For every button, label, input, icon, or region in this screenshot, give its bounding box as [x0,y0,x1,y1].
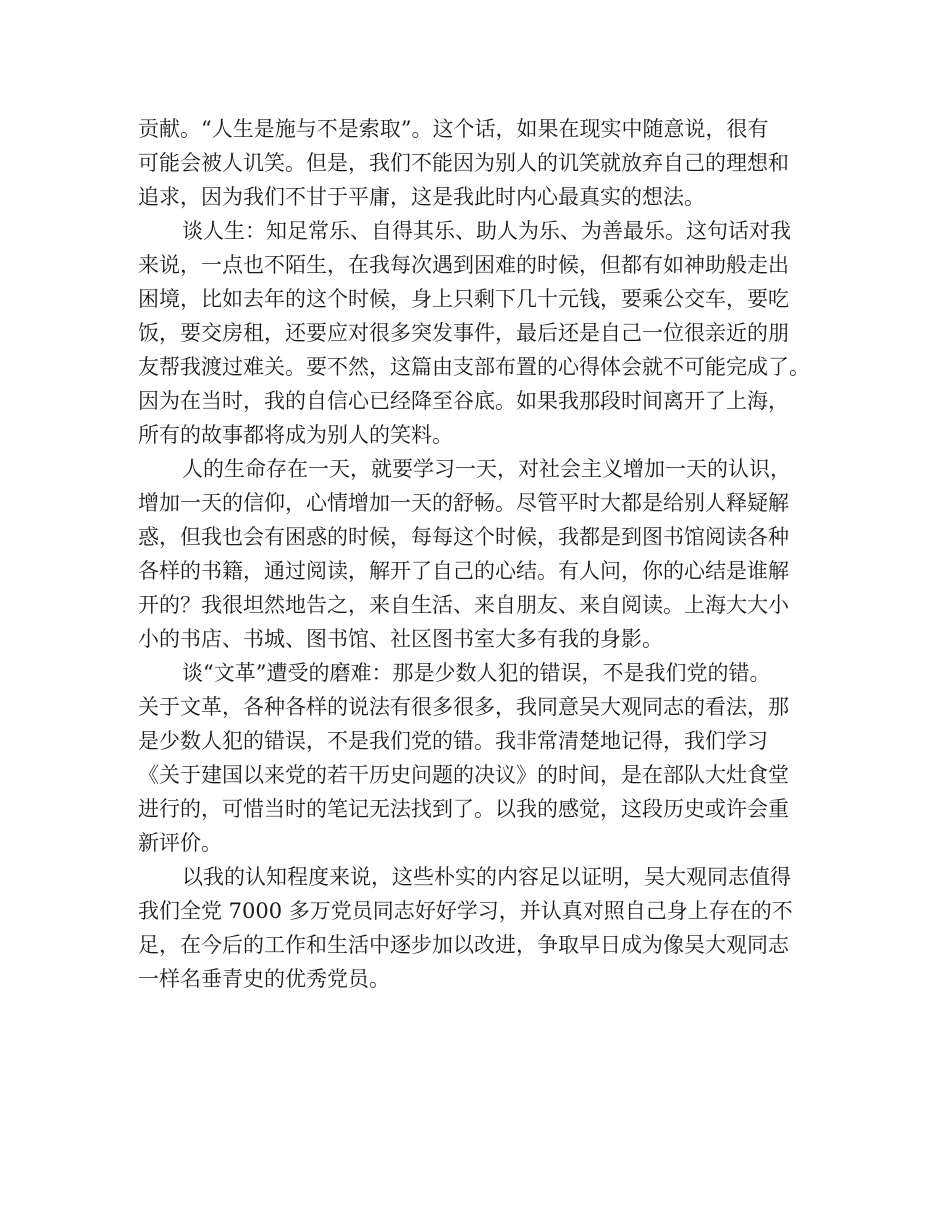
text-line: 困境，比如去年的这个时候，身上只剩下几十元钱，要乘公交车，要吃 [138,287,789,311]
text-line: 可能会被人讥笑。但是，我们不能因为别人的讥笑就放弃自己的理想和 [138,151,789,175]
text-line: 《关于建国以来党的若干历史问题的决议》的时间，是在部队大灶食堂 [138,763,789,787]
text-line: 因为在当时，我的自信心已经降至谷底。如果我那段时间离开了上海， [138,389,789,413]
text-line: 谈人生：知足常乐、自得其乐、助人为乐、为善最乐。这句话对我 [182,219,791,243]
paragraph-4 [138,656,838,860]
text-line: 饭，要交房租，还要应对很多突发事件，最后还是自己一位很亲近的朋 [138,321,789,345]
paragraph-2 [138,214,838,452]
paragraph-3 [138,452,838,656]
text-line: 增加一天的信仰，心情增加一天的舒畅。尽管平时大都是给别人释疑解 [138,491,789,515]
text-line: 进行的，可惜当时的笔记无法找到了。以我的感觉，这段历史或许会重 [138,797,789,821]
text-line: 所有的故事都将成为别人的笑料。 [138,423,453,447]
text-line: 来说，一点也不陌生，在我每次遇到困难的时候，但都有如神助般走出 [138,253,789,277]
text-line: 各样的书籍，通过阅读，解开了自己的心结。有人问，你的心结是谁解 [138,559,789,583]
text-line: 关于文革，各种各样的说法有很多很多，我同意吴大观同志的看法，那 [138,695,789,719]
text-line: 人的生命存在一天，就要学习一天，对社会主义增加一天的认识， [182,457,791,481]
text-line: 谈“文革”遭受的磨难：那是少数人犯的错误，不是我们党的错。 [182,661,771,685]
text-line: 贡献。“人生是施与不是索取”。这个话，如果在现实中随意说，很有 [138,117,769,141]
text-line: 新评价。 [138,831,222,855]
text-line: 开的？我很坦然地告之，来自生活、来自朋友、来自阅读。上海大大小 [138,593,789,617]
text-line: 以我的认知程度来说，这些朴实的内容足以证明，吴大观同志值得 [182,865,791,889]
text-line: 一样名垂青史的优秀党员。 [138,967,390,991]
document-page [138,112,838,996]
paragraph-1 [138,112,838,214]
text-line: 我们全党 7000 多万党员同志好好学习，并认真对照自己身上存在的不 [138,899,793,923]
text-line: 是少数人犯的错误，不是我们党的错。我非常清楚地记得，我们学习 [138,729,768,753]
paragraph-5 [138,860,838,996]
text-line: 足，在今后的工作和生活中逐步加以改进，争取早日成为像吴大观同志 [138,933,789,957]
text-line: 小的书店、书城、图书馆、社区图书室大多有我的身影。 [138,627,663,651]
text-line: 追求，因为我们不甘于平庸，这是我此时内心最真实的想法。 [138,185,705,209]
text-line: 惑，但我也会有困惑的时候，每每这个时候，我都是到图书馆阅读各种 [138,525,789,549]
text-line: 友帮我渡过难关。要不然，这篇由支部布置的心得体会就不可能完成了。 [138,355,810,379]
